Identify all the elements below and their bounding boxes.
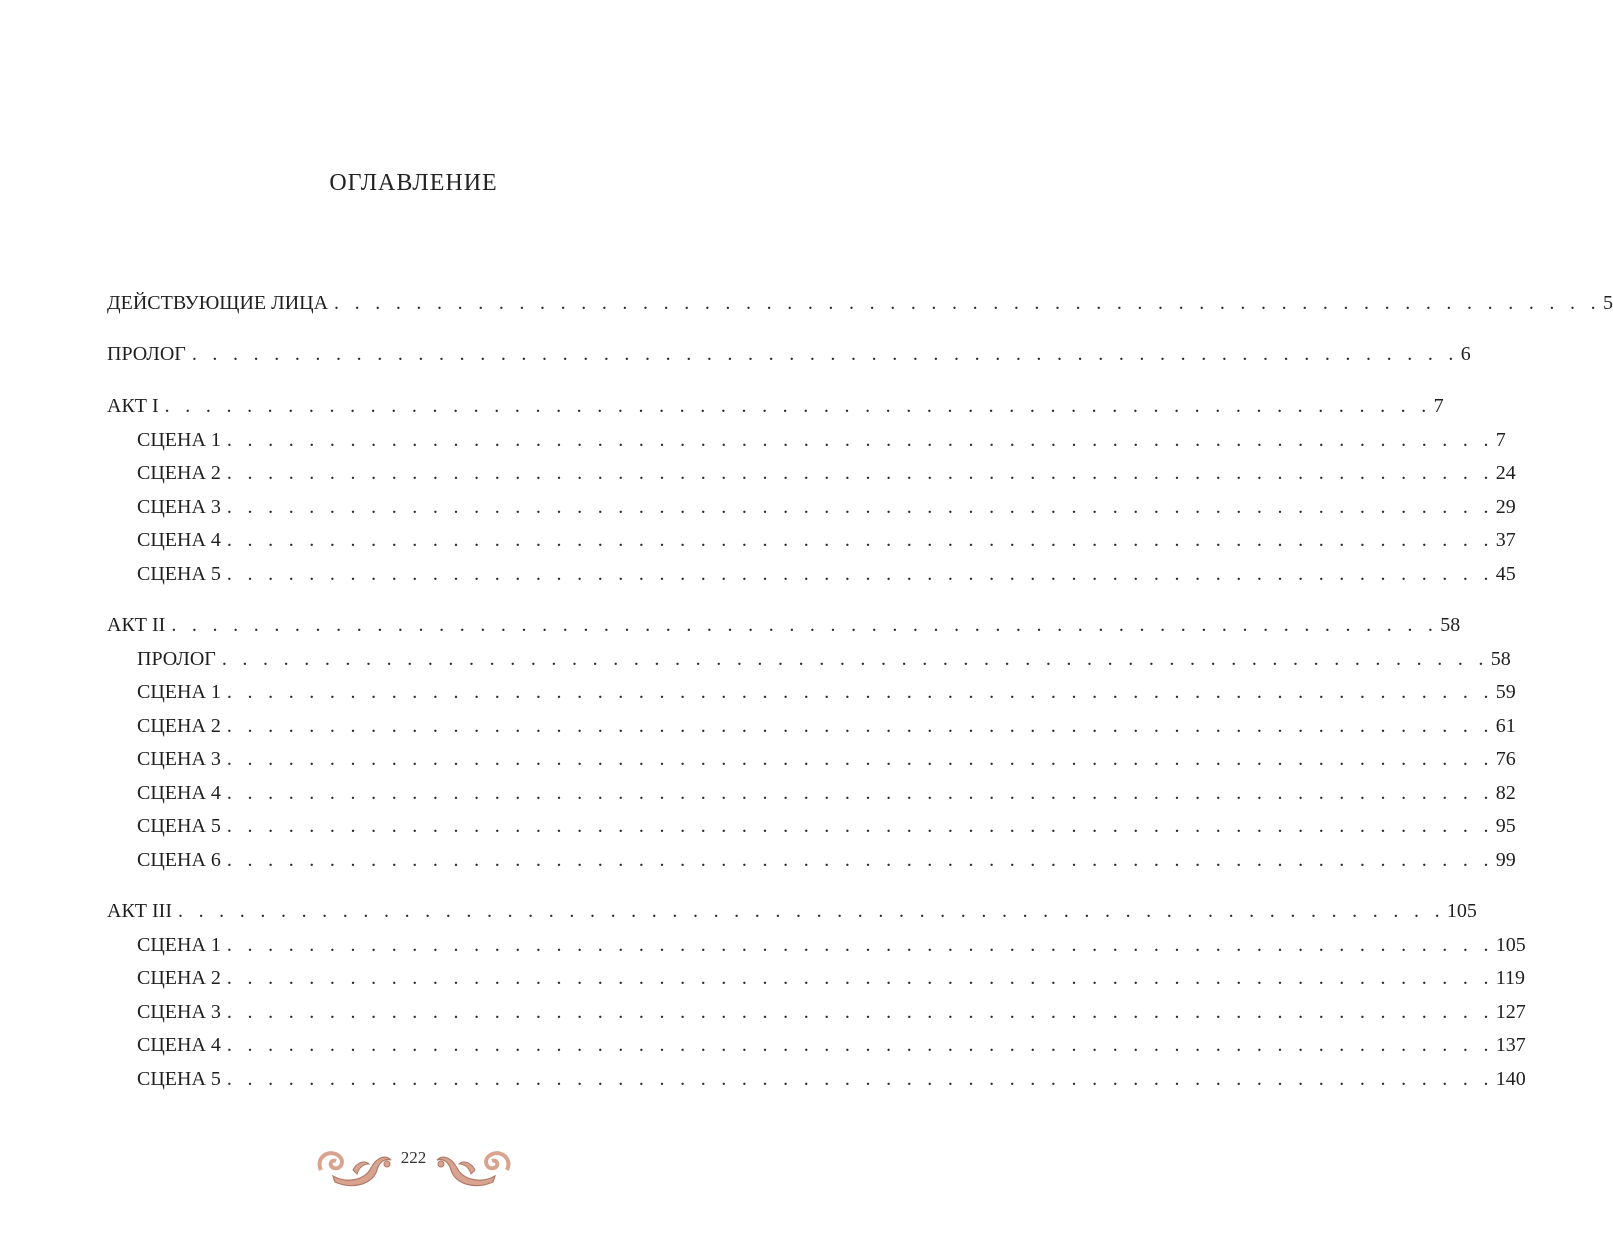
toc-entry-label: СЦЕНА 5 xyxy=(137,815,221,837)
toc-entry-page: 119 xyxy=(1495,967,1526,989)
toc-entry-label: СЦЕНА 3 xyxy=(137,1001,221,1023)
toc-entry[interactable] xyxy=(137,679,1516,705)
toc-entry-page: 140 xyxy=(1495,1068,1526,1090)
toc-entry-label: ПРОЛОГ xyxy=(107,343,186,365)
toc-entry-label: СЦЕНА 2 xyxy=(137,462,221,484)
toc-entry-label: АКТ II xyxy=(107,614,166,636)
page-number: 222 xyxy=(400,1148,427,1167)
dot-leader: . . . . . . . . . . . . . . . . . . . . . . . . . . . . . . . . . . . . . . . . . . . . . . . . . . . . . . . . . . . . . . xyxy=(226,967,1494,989)
toc-entry-label: СЦЕНА 1 xyxy=(137,934,221,956)
toc-entry-label: СЦЕНА 4 xyxy=(137,782,221,804)
toc-entry-page: 82 xyxy=(1495,782,1516,804)
dot-leader: . . . . . . . . . . . . . . . . . . . . . . . . . . . . . . . . . . . . . . . . . . . . . . . . . . . . . . . . . . . . . . xyxy=(226,1034,1494,1056)
toc-entry-page: 58 xyxy=(1490,648,1511,670)
toc-entry[interactable] xyxy=(107,341,1471,367)
toc-entry[interactable] xyxy=(107,612,1461,638)
toc-entry-page: 127 xyxy=(1495,1001,1526,1023)
toc-entry-label: СЦЕНА 2 xyxy=(137,715,221,737)
toc-entry-page: 45 xyxy=(1495,563,1516,585)
toc-entry[interactable] xyxy=(137,746,1516,772)
dot-leader: . . . . . . . . . . . . . . . . . . . . . . . . . . . . . . . . . . . . . . . . . . . . . . . . . . . . . . . . . . . . . . xyxy=(226,496,1494,518)
toc-entry-page: 61 xyxy=(1495,715,1516,737)
toc-entry-page: 29 xyxy=(1495,496,1516,518)
toc-entry-label: СЦЕНА 3 xyxy=(137,748,221,770)
toc-entry-label: СЦЕНА 4 xyxy=(137,529,221,551)
toc-entry-page: 105 xyxy=(1495,934,1526,956)
toc-entry[interactable] xyxy=(137,561,1516,587)
toc-entry[interactable] xyxy=(137,1066,1526,1092)
dot-leader: . . . . . . . . . . . . . . . . . . . . . . . . . . . . . . . . . . . . . . . . . . . . . . . . . . . . . . . . . . . . . . xyxy=(226,681,1494,703)
dot-leader: . . . . . . . . . . . . . . . . . . . . . . . . . . . . . . . . . . . . . . . . . . . . . . . . . . . . . . . . . . . . . . xyxy=(171,614,1439,636)
toc-entry-page: 137 xyxy=(1495,1034,1526,1056)
toc-entry-label: СЦЕНА 1 xyxy=(137,429,221,451)
toc-entry-label: СЦЕНА 5 xyxy=(137,1068,221,1090)
toc-entry[interactable] xyxy=(137,999,1526,1025)
dot-leader: . . . . . . . . . . . . . . . . . . . . . . . . . . . . . . . . . . . . . . . . . . . . . . . . . . . . . . . . . . . . . . xyxy=(226,429,1494,451)
toc-entry-label: АКТ III xyxy=(107,900,172,922)
dot-leader: . . . . . . . . . . . . . . . . . . . . . . . . . . . . . . . . . . . . . . . . . . . . . . . . . . . . . . . . . . . . . . xyxy=(226,715,1494,737)
toc-entry[interactable] xyxy=(107,393,1444,419)
toc-entry-label: СЦЕНА 5 xyxy=(137,563,221,585)
dot-leader: . . . . . . . . . . . . . . . . . . . . . . . . . . . . . . . . . . . . . . . . . . . . . . . . . . . . . . . . . . . . . . xyxy=(164,395,1432,417)
dot-leader: . . . . . . . . . . . . . . . . . . . . . . . . . . . . . . . . . . . . . . . . . . . . . . . . . . . . . . . . . . . . . . xyxy=(226,563,1494,585)
dot-leader: . . . . . . . . . . . . . . . . . . . . . . . . . . . . . . . . . . . . . . . . . . . . . . . . . . . . . . . . . . . . . . xyxy=(177,900,1445,922)
toc-entry-page: 105 xyxy=(1446,900,1477,922)
toc-entry[interactable] xyxy=(107,290,1613,316)
toc-entry[interactable] xyxy=(137,932,1526,958)
toc-entry-label: СЦЕНА 1 xyxy=(137,681,221,703)
toc-entry-page: 58 xyxy=(1440,614,1461,636)
toc-entry-label: СЦЕНА 3 xyxy=(137,496,221,518)
toc-entry-label: ПРОЛОГ xyxy=(137,648,216,670)
toc-entry[interactable] xyxy=(137,965,1526,991)
dot-leader: . . . . . . . . . . . . . . . . . . . . . . . . . . . . . . . . . . . . . . . . . . . . . . . . . . . . . . . . . . . . . . xyxy=(226,462,1494,484)
toc-entry[interactable] xyxy=(137,460,1516,486)
toc-entry[interactable] xyxy=(137,847,1516,873)
toc-entry[interactable] xyxy=(137,427,1506,453)
dot-leader: . . . . . . . . . . . . . . . . . . . . . . . . . . . . . . . . . . . . . . . . . . . . . . . . . . . . . . . . . . . . . . xyxy=(334,292,1601,314)
toc-entry-page: 6 xyxy=(1460,343,1471,365)
toc-entry-label: СЦЕНА 2 xyxy=(137,967,221,989)
dot-leader: . . . . . . . . . . . . . . . . . . . . . . . . . . . . . . . . . . . . . . . . . . . . . . . . . . . . . . . . . . . . . . xyxy=(221,648,1489,670)
toc-entry-label: АКТ I xyxy=(107,395,159,417)
toc-entry-page: 7 xyxy=(1495,429,1506,451)
toc-entry-label: СЦЕНА 4 xyxy=(137,1034,221,1056)
toc-entry-page: 59 xyxy=(1495,681,1516,703)
toc-entry-label: ДЕЙСТВУЮЩИЕ ЛИЦА xyxy=(107,292,329,314)
dot-leader: . . . . . . . . . . . . . . . . . . . . . . . . . . . . . . . . . . . . . . . . . . . . . . . . . . . . . . . . . . . . . . xyxy=(191,343,1459,365)
page-footer xyxy=(0,1140,827,1200)
toc-entry[interactable] xyxy=(137,646,1511,672)
toc-entry-page: 37 xyxy=(1495,529,1516,551)
toc-entry[interactable] xyxy=(137,527,1516,553)
toc-entry[interactable] xyxy=(137,780,1516,806)
toc-entry-page: 24 xyxy=(1495,462,1516,484)
toc-entry-page: 76 xyxy=(1495,748,1516,770)
toc-entry[interactable] xyxy=(137,1032,1526,1058)
toc-entry[interactable] xyxy=(137,494,1516,520)
toc-entry[interactable] xyxy=(137,713,1516,739)
page-title: ОГЛАВЛЕНИЕ xyxy=(329,170,498,196)
dot-leader: . . . . . . . . . . . . . . . . . . . . . . . . . . . . . . . . . . . . . . . . . . . . . . . . . . . . . . . . . . . . . . xyxy=(226,1068,1494,1090)
dot-leader: . . . . . . . . . . . . . . . . . . . . . . . . . . . . . . . . . . . . . . . . . . . . . . . . . . . . . . . . . . . . . . xyxy=(226,782,1494,804)
toc-entry[interactable] xyxy=(107,898,1477,924)
toc-entry-label: СЦЕНА 6 xyxy=(137,849,221,871)
dot-leader: . . . . . . . . . . . . . . . . . . . . . . . . . . . . . . . . . . . . . . . . . . . . . . . . . . . . . . . . . . . . . . xyxy=(226,1001,1494,1023)
dot-leader: . . . . . . . . . . . . . . . . . . . . . . . . . . . . . . . . . . . . . . . . . . . . . . . . . . . . . . . . . . . . . . xyxy=(226,748,1494,770)
toc-entry-page: 95 xyxy=(1495,815,1516,837)
toc-entry-page: 7 xyxy=(1433,395,1444,417)
toc-entry-page: 99 xyxy=(1495,849,1516,871)
dot-leader: . . . . . . . . . . . . . . . . . . . . . . . . . . . . . . . . . . . . . . . . . . . . . . . . . . . . . . . . . . . . . . xyxy=(226,849,1494,871)
dot-leader: . . . . . . . . . . . . . . . . . . . . . . . . . . . . . . . . . . . . . . . . . . . . . . . . . . . . . . . . . . . . . . xyxy=(226,815,1494,837)
toc-entry[interactable] xyxy=(137,813,1516,839)
dot-leader: . . . . . . . . . . . . . . . . . . . . . . . . . . . . . . . . . . . . . . . . . . . . . . . . . . . . . . . . . . . . . . xyxy=(226,529,1494,551)
toc-entry-page: 5 xyxy=(1602,292,1613,314)
dot-leader: . . . . . . . . . . . . . . . . . . . . . . . . . . . . . . . . . . . . . . . . . . . . . . . . . . . . . . . . . . . . . . xyxy=(226,934,1494,956)
